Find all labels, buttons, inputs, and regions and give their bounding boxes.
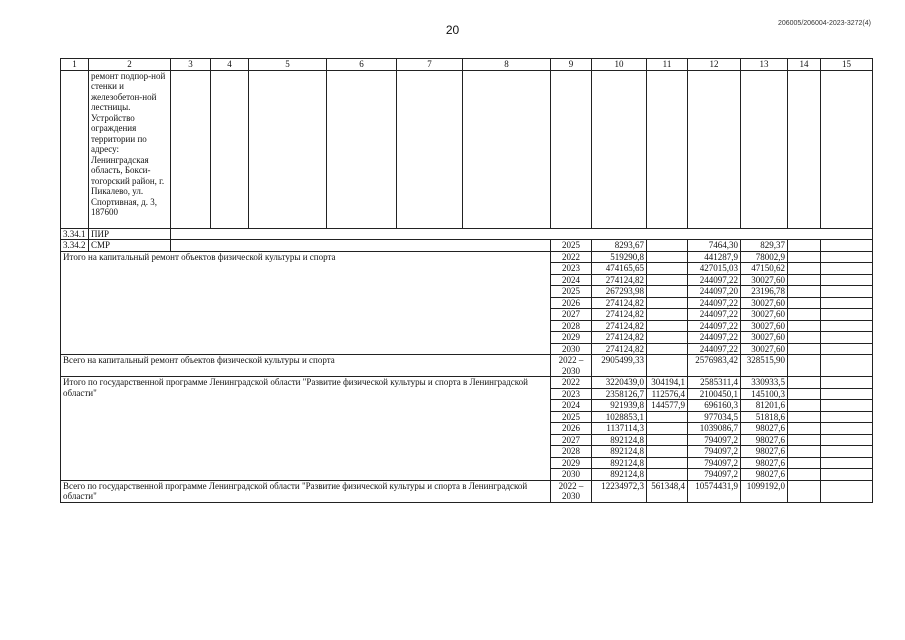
header-cell: 11 (647, 59, 688, 71)
value-cell: 274124,82 (592, 343, 647, 355)
year-cell: 2027 (551, 309, 592, 321)
value-cell: 30027,60 (741, 332, 788, 344)
header-cell: 5 (249, 59, 327, 71)
total-label: Всего на капитальный ремонт объектов физической культуры и спорта (61, 355, 551, 377)
value-cell: 244097,22 (688, 320, 741, 332)
group-label: Итого на капитальный ремонт объектов физической культуры и спорта (61, 251, 551, 355)
value-cell: 304194,1 (647, 377, 688, 389)
header-cell: 7 (397, 59, 463, 71)
year-cell: 2024 (551, 400, 592, 412)
value-cell: 330933,5 (741, 377, 788, 389)
value-cell: 892124,8 (592, 446, 647, 458)
value-cell: 244097,20 (688, 286, 741, 298)
year-cell: 2023 (551, 263, 592, 275)
header-cell: 8 (463, 59, 551, 71)
value-cell: 51818,6 (741, 411, 788, 423)
year-cell: 2022 (551, 251, 592, 263)
value-cell: 892124,8 (592, 469, 647, 481)
value-cell: 1099192,0 (741, 480, 788, 502)
row-number: 3.34.1 (61, 228, 89, 240)
value-cell: 244097,22 (688, 332, 741, 344)
page-number: 20 (445, 23, 460, 37)
value-cell (647, 343, 688, 355)
value-cell: 30027,60 (741, 309, 788, 321)
value-cell: 696160,3 (688, 400, 741, 412)
value-cell: 10574431,9 (688, 480, 741, 502)
total-row (61, 480, 873, 502)
value-cell: 30027,60 (741, 320, 788, 332)
value-cell: 1028853,1 (592, 411, 647, 423)
value-cell: 274124,82 (592, 297, 647, 309)
year-cell: 2029 (551, 457, 592, 469)
value-cell: 98027,6 (741, 457, 788, 469)
value-cell: 47150,62 (741, 263, 788, 275)
value-cell (647, 297, 688, 309)
year-cell: 2027 (551, 434, 592, 446)
value-cell: 98027,6 (741, 423, 788, 435)
value-cell (647, 274, 688, 286)
value-cell: 23196,78 (741, 286, 788, 298)
value-cell: 2905499,33 (592, 355, 647, 377)
total-row (61, 355, 873, 377)
year-cell: 2025 (551, 286, 592, 298)
year-cell: 2022 – 2030 (551, 355, 592, 377)
header-cell: 6 (327, 59, 397, 71)
value-cell: 274124,82 (592, 309, 647, 321)
value-cell: 98027,6 (741, 469, 788, 481)
header-cell: 9 (551, 59, 592, 71)
header-cell: 12 (688, 59, 741, 71)
header-cell: 2 (89, 59, 171, 71)
value-cell: 794097,2 (688, 434, 741, 446)
year-cell: 2025 (551, 240, 592, 252)
value-cell (647, 446, 688, 458)
value-cell (647, 263, 688, 275)
value-cell (647, 332, 688, 344)
object-description: ремонт подпор-ной стенки и железобетон-ной лестницы. Устройство ограждения территории по адресу: Ленинградская область, Бокси-тогорский район, г. Пикалево, ул. Спортивная, д. 3, 187600 (89, 70, 171, 228)
value-cell: 2576983,42 (688, 355, 741, 377)
value-cell: 274124,82 (592, 274, 647, 286)
header-row (61, 59, 873, 71)
value-cell: 977034,5 (688, 411, 741, 423)
value-cell: 2100450,1 (688, 388, 741, 400)
value-cell: 794097,2 (688, 446, 741, 458)
value-cell: 267293,98 (592, 286, 647, 298)
value-cell: 328515,90 (741, 355, 788, 377)
header-cell: 14 (788, 59, 821, 71)
value-cell: 30027,60 (741, 343, 788, 355)
value-cell: 1039086,7 (688, 423, 741, 435)
value-cell: 98027,6 (741, 446, 788, 458)
year-cell: 2026 (551, 423, 592, 435)
value-cell: 244097,22 (688, 343, 741, 355)
year-cell: 2025 (551, 411, 592, 423)
value-cell: 144577,9 (647, 400, 688, 412)
year-cell: 2029 (551, 332, 592, 344)
value-cell: 98027,6 (741, 434, 788, 446)
row-name: ПИР (89, 228, 171, 240)
value-cell: 274124,82 (592, 332, 647, 344)
value-cell (647, 251, 688, 263)
value-cell: 892124,8 (592, 457, 647, 469)
value-cell: 829,37 (741, 240, 788, 252)
value-cell: 561348,4 (647, 480, 688, 502)
value-cell: 8293,67 (592, 240, 647, 252)
value-cell: 427015,03 (688, 263, 741, 275)
value-cell (647, 469, 688, 481)
total-label: Всего по государственной программе Ленинградской области "Развитие физической культуры и спорта в Ленинградской области" (61, 480, 551, 502)
row-number: 3.34.2 (61, 240, 89, 252)
group-label: Итого по государственной программе Ленинградской области "Развитие физической культуры и спорта в Ленинградской области" (61, 377, 551, 481)
year-cell: 2022 (551, 377, 592, 389)
value-cell: 244097,22 (688, 297, 741, 309)
value-cell: 244097,22 (688, 309, 741, 321)
year-cell: 2024 (551, 274, 592, 286)
value-cell: 3220439,0 (592, 377, 647, 389)
value-cell (647, 320, 688, 332)
table-row (61, 240, 873, 252)
value-cell (647, 309, 688, 321)
header-cell: 13 (741, 59, 788, 71)
value-cell: 274124,82 (592, 320, 647, 332)
value-cell: 794097,2 (688, 469, 741, 481)
value-cell (647, 355, 688, 377)
header-cell: 4 (211, 59, 249, 71)
budget-table (60, 58, 873, 503)
value-cell (647, 286, 688, 298)
header-cell: 10 (592, 59, 647, 71)
row-name: СМР (89, 240, 171, 252)
object-description-row (61, 70, 873, 228)
year-cell: 2026 (551, 297, 592, 309)
value-cell (647, 423, 688, 435)
table-row (61, 228, 873, 240)
value-cell: 921939,8 (592, 400, 647, 412)
header-cell: 3 (171, 59, 211, 71)
value-cell: 78002,9 (741, 251, 788, 263)
value-cell (647, 457, 688, 469)
table-row (61, 251, 873, 263)
value-cell: 2358126,7 (592, 388, 647, 400)
year-cell: 2030 (551, 343, 592, 355)
value-cell: 145100,3 (741, 388, 788, 400)
value-cell: 2585311,4 (688, 377, 741, 389)
value-cell: 244097,22 (688, 274, 741, 286)
value-cell: 81201,6 (741, 400, 788, 412)
year-cell: 2028 (551, 446, 592, 458)
value-cell: 441287,9 (688, 251, 741, 263)
document-code: 206005/206004-2023-3272(4) (777, 20, 871, 27)
value-cell: 30027,60 (741, 274, 788, 286)
header-cell: 15 (821, 59, 873, 71)
year-cell: 2023 (551, 388, 592, 400)
table-row (61, 377, 873, 389)
value-cell: 30027,60 (741, 297, 788, 309)
value-cell: 474165,65 (592, 263, 647, 275)
header-cell: 1 (61, 59, 89, 71)
year-cell: 2030 (551, 469, 592, 481)
year-cell: 2028 (551, 320, 592, 332)
value-cell (647, 411, 688, 423)
value-cell: 519290,8 (592, 251, 647, 263)
value-cell: 112576,4 (647, 388, 688, 400)
value-cell: 7464,30 (688, 240, 741, 252)
value-cell: 892124,8 (592, 434, 647, 446)
year-cell: 2022 – 2030 (551, 480, 592, 502)
value-cell: 12234972,3 (592, 480, 647, 502)
value-cell: 794097,2 (688, 457, 741, 469)
value-cell (647, 434, 688, 446)
value-cell: 1137114,3 (592, 423, 647, 435)
